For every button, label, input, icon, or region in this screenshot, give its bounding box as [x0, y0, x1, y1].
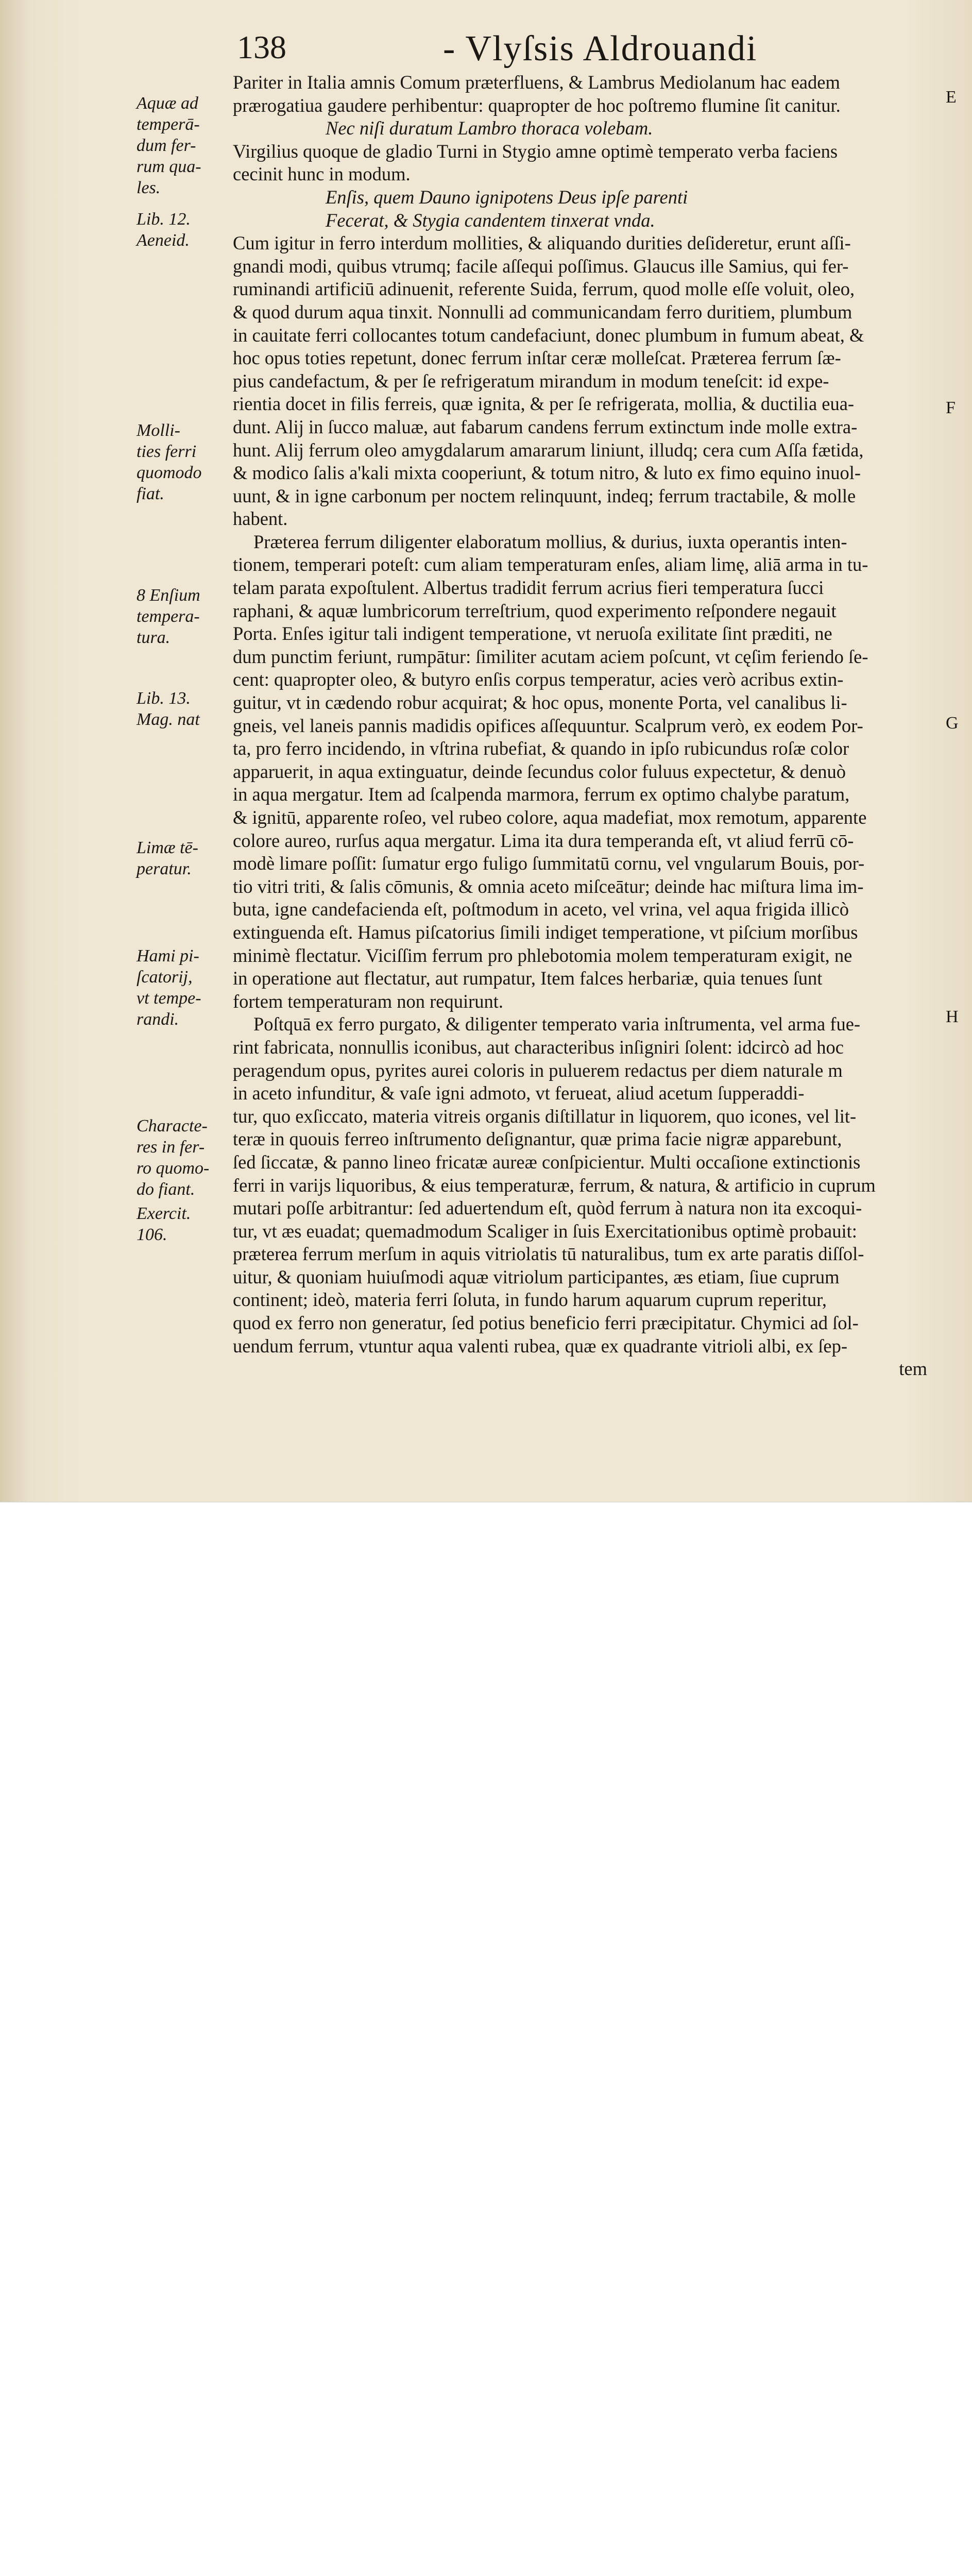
margin-note-line: Hami pi- — [137, 946, 199, 965]
text-line: telam parata expoſtulent. Albertus tradidit ferrum acrius fieri temperatura ſucci — [233, 577, 824, 599]
text-line: quod ex ferro non generatur, ſed potius beneficio ferri præcipitatur. Chymici ad ſol- — [233, 1312, 859, 1334]
text-line: uunt, & in igne carbonum per noctem relinquunt, indeq; ferrum tractabile, & molle — [233, 485, 856, 506]
running-title: - Vlyſsis Aldrouandi — [443, 29, 758, 69]
text-line: colore aureo, rurſus aqua mergatur. Lima ita dura temperanda eſt, vt aliud ferrū cō- — [233, 829, 854, 851]
margin-note-line: Aquæ ad — [137, 94, 198, 113]
text-line: teræ in quouis ferreo inſtrumento deſignantur, quæ prima facie nigræ apparebunt, — [233, 1128, 842, 1150]
footer-bar — [0, 1502, 972, 1570]
text-line: peragendum opus, pyrites aurei coloris in puluerem redactus per diem naturale m — [233, 1059, 843, 1081]
text-line: uendum ferrum, vtuntur aqua valenti rubea, quæ ex quadrante vitrioli albi, ex ſep- — [233, 1335, 847, 1357]
text-line: Cum igitur in ferro interdum mollities, & aliquando durities deſideretur, erunt aſſi- — [233, 232, 851, 254]
margin-note-line: ties ferri — [137, 442, 197, 461]
text-line: in cauitate ferri collocantes totum candefaciunt, donec plumbum in fumum abeat, & — [233, 324, 864, 346]
margin-note-line: tura. — [137, 628, 170, 647]
margin-note-ensium — [137, 585, 240, 648]
text-line: pius candefactum, & per ſe refrigeratum mirandum in modum teneſcit: id expe- — [233, 370, 829, 392]
text-line: Præterea ferrum diligenter elaboratum mollius, & durius, iuxta operantis inten- — [253, 531, 847, 552]
margin-note-line: randi. — [137, 1010, 179, 1029]
margin-note-line: rum qua- — [137, 157, 201, 176]
margin-note-line: les. — [137, 178, 161, 197]
text-line: tionem, temperari poteſt: cum aliam temperaturam enſes, aliam limę, aliā arma in tu- — [233, 554, 868, 575]
running-head — [237, 28, 917, 75]
text-line: ruminandi artificiū adinuenit, referente Suida, ferrum, quod molle eſſe voluit, oleo, — [233, 278, 855, 300]
margin-note-aquae — [137, 93, 240, 198]
text-line: Virgilius quoque de gladio Turni in Stygio amne optimè temperato verba faciens — [233, 140, 838, 162]
text-line: dum punctim feriunt, rumpātur: ſimiliter acutam aciem poſcunt, vt cęſim feriendo ſe- — [233, 646, 868, 667]
text-line: minimè flectatur. Viciſſim ferrum pro phlebotomia molem temperaturam exigit, ne — [233, 944, 852, 966]
signature-letter-g: G — [946, 714, 959, 733]
text-line: gnandi modi, quibus vtrumq; facile aſſequi poſſimus. Glaucus ille Samius, qui fer- — [233, 255, 849, 277]
text-line: mutari poſſe arbitrantur: ſed aduertendum eſt, quòd ferrum à natura non ita excoqui- — [233, 1197, 862, 1219]
verse-line: Nec niſi duratum Lambro thoraca volebam. — [326, 117, 653, 139]
margin-note-line: peratur. — [137, 859, 192, 878]
text-line: modè limare poſſit: ſumatur ergo fuligo ſummitatū cornu, vel vngularum Bouis, por- — [233, 853, 865, 874]
text-line: Porta. Enſes igitur tali indigent temperatione, vt neruoſa exilitate ſint præditi, ne — [233, 623, 832, 645]
text-line: hoc opus toties repetunt, donec ferrum inſtar ceræ molleſcat. Præterea ferrum ſæ- — [233, 347, 841, 369]
text-line: & quod durum aqua tinxit. Nonnulli ad communicandam ferro duritiem, plumbum — [233, 301, 852, 323]
margin-note-line: tempera- — [137, 607, 200, 626]
margin-note-line: Limæ tē- — [137, 838, 198, 857]
verse-line: Fecerat, & Stygia candentem tinxerat vnda. — [326, 209, 655, 231]
text-line: ſed ſiccatæ, & panno lineo fricatæ aureæ conſpicientur. Multi occaſione extinctionis — [233, 1151, 861, 1173]
text-line: hunt. Alij ferrum oleo amygdalarum amararum liniunt, illudq; cera cum Aſſa fætida, — [233, 439, 864, 461]
signature-letter-f: F — [946, 398, 956, 417]
text-line: cent: quapropter oleo, & butyro enſis corpus temperatur, acies verò acribus extin- — [233, 669, 844, 690]
margin-note-line: fiat. — [137, 484, 164, 503]
text-line: ferri in varijs liquoribus, & eius temperaturæ, ferrum, & natura, & artificio in cuprum — [233, 1174, 876, 1196]
text-line: habent. — [233, 508, 288, 530]
margin-note-line: 8 Enſium — [137, 586, 200, 605]
margin-note-mollities — [137, 420, 240, 504]
text-line: in operatione aut flectatur, aut rumpatur, Item falces herbariæ, quia tenues ſunt — [233, 968, 823, 989]
text-line: guitur, vt in cædendo robur acquirat; & hoc opus, monente Porta, vel canalibus li- — [233, 692, 847, 714]
text-line: cecinit hunc in modum. — [233, 163, 411, 185]
margin-note-line: 106. — [137, 1225, 167, 1244]
body-text — [233, 71, 933, 1381]
margin-note-limae — [137, 837, 240, 879]
text-line: in aqua mergatur. Item ad ſcalpenda marmora, ferrum ex optimo chalybe paratum, — [233, 784, 850, 805]
text-line: apparuerit, in aqua extinguatur, deinde ſecundus color fuluus expectetur, & denuò — [233, 760, 846, 782]
text-line: tur, quo exſiccato, materia vitreis organis diſtillatur in liquorem, quo icones, vel lit- — [233, 1105, 857, 1127]
margin-note-characteres — [137, 1115, 240, 1200]
margin-note-line: Mag. nat — [137, 710, 200, 729]
signature-letter-h: H — [946, 1007, 959, 1026]
text-line: gneis, vel laneis pannis madidis opifices aſſequuntur. Scalprum verò, ex eodem Por- — [233, 715, 863, 736]
text-line: prærogatiua gaudere perhibentur: quapropter de hoc poſtremo flumine ſit canitur. — [233, 94, 841, 116]
margin-note-line: quomodo — [137, 463, 202, 482]
text-line: Pariter in Italia amnis Comum præterfluens, & Lambrus Mediolanum hac eadem — [233, 72, 840, 93]
text-line: tio vitri triti, & ſalis cōmunis, & omnia aceto miſceātur; deinde hac miſtura lima im- — [233, 875, 864, 897]
margin-note-line: Aeneid. — [137, 231, 190, 250]
margin-note-line: ſcatorij, — [137, 968, 193, 987]
margin-note-line: res in fer- — [137, 1138, 205, 1157]
page-number: 138 — [237, 29, 286, 65]
text-line: & ignitū, apparente roſeo, vel rubeo colore, aqua madefiat, mox remotum, apparente — [233, 807, 867, 828]
verse-line: Enſis, quem Dauno ignipotens Deus ipſe parenti — [326, 186, 688, 208]
text-line: continent; ideò, materia ferri ſoluta, in fundo harum aquarum cuprum reperitur, — [233, 1289, 827, 1311]
margin-note-line: vt tempe- — [137, 989, 201, 1008]
margin-note-line: Lib. 13. — [137, 689, 191, 708]
margin-note-line: Exercit. — [137, 1204, 191, 1223]
text-line: tur, vt æs euadat; quemadmodum Scaliger in ſuis Exercitationibus optimè probauit: — [233, 1220, 857, 1242]
text-line: præterea ferrum merſum in aquis vitriolatis tū naturalibus, tum ex arte paratis diſſol- — [233, 1243, 864, 1265]
text-line: ta, pro ferro incidendo, in vſtrina rubefiat, & quando in ipſo rubicundus roſæ color — [233, 738, 849, 759]
margin-note-exercit — [137, 1203, 240, 1245]
text-line: in aceto infunditur, & vaſe igni admoto, vt ferueat, aliud acetum ſupperaddi- — [233, 1082, 805, 1104]
text-line: fortem temperaturam non requirunt. — [233, 990, 504, 1012]
margin-note-line: Molli- — [137, 421, 180, 440]
margin-note-line: Characte- — [137, 1116, 208, 1136]
margin-note-line: dum fer- — [137, 136, 196, 155]
margin-note-hami — [137, 945, 240, 1030]
text-line: raphani, & aquæ lumbricorum terreſtrium, quod experimento reſpondere negauit — [233, 600, 837, 621]
signature-letter-e: E — [946, 88, 957, 107]
text-line: uitur, & quoniam huiuſmodi aquæ vitriolum participantes, æs etiam, ſiue cuprum — [233, 1266, 840, 1287]
text-line: Poſtquā ex ferro purgato, & diligenter temperato varia inſtrumenta, vel arma fue- — [253, 1013, 861, 1035]
margin-note-line: temperā- — [137, 115, 200, 134]
margin-note-lib12 — [137, 209, 240, 251]
margin-note-line: ro quomo- — [137, 1159, 210, 1178]
text-line: dunt. Alij in ſucco maluæ, aut fabarum candens ferrum extinctum inde molle extra- — [233, 416, 858, 437]
text-line: rientia docet in filis ferreis, quæ ignita, & per ſe refrigerata, mollia, & ductilia eua- — [233, 393, 855, 415]
text-line: rint fabricata, nonnullis iconibus, aut characteribus inſigniri ſolent: idcircò ad hoc — [233, 1036, 844, 1058]
text-line: extinguenda eſt. Hamus piſcatorius ſimili indiget temperatione, vt piſcium morſibus — [233, 921, 858, 943]
margin-note-line: do fiant. — [137, 1180, 195, 1199]
margin-note-lib13 — [137, 688, 240, 730]
text-line: tem — [899, 1358, 927, 1380]
text-line: buta, igne candefacienda eſt, poſtmodum in aceto, vel vrina, vel aqua frigida illicò — [233, 899, 849, 920]
text-line: & modico ſalis a'kali mixta cooperiunt, & totum nitro, & luto ex fimo equino inuol- — [233, 462, 861, 484]
margin-note-line: Lib. 12. — [137, 210, 191, 229]
